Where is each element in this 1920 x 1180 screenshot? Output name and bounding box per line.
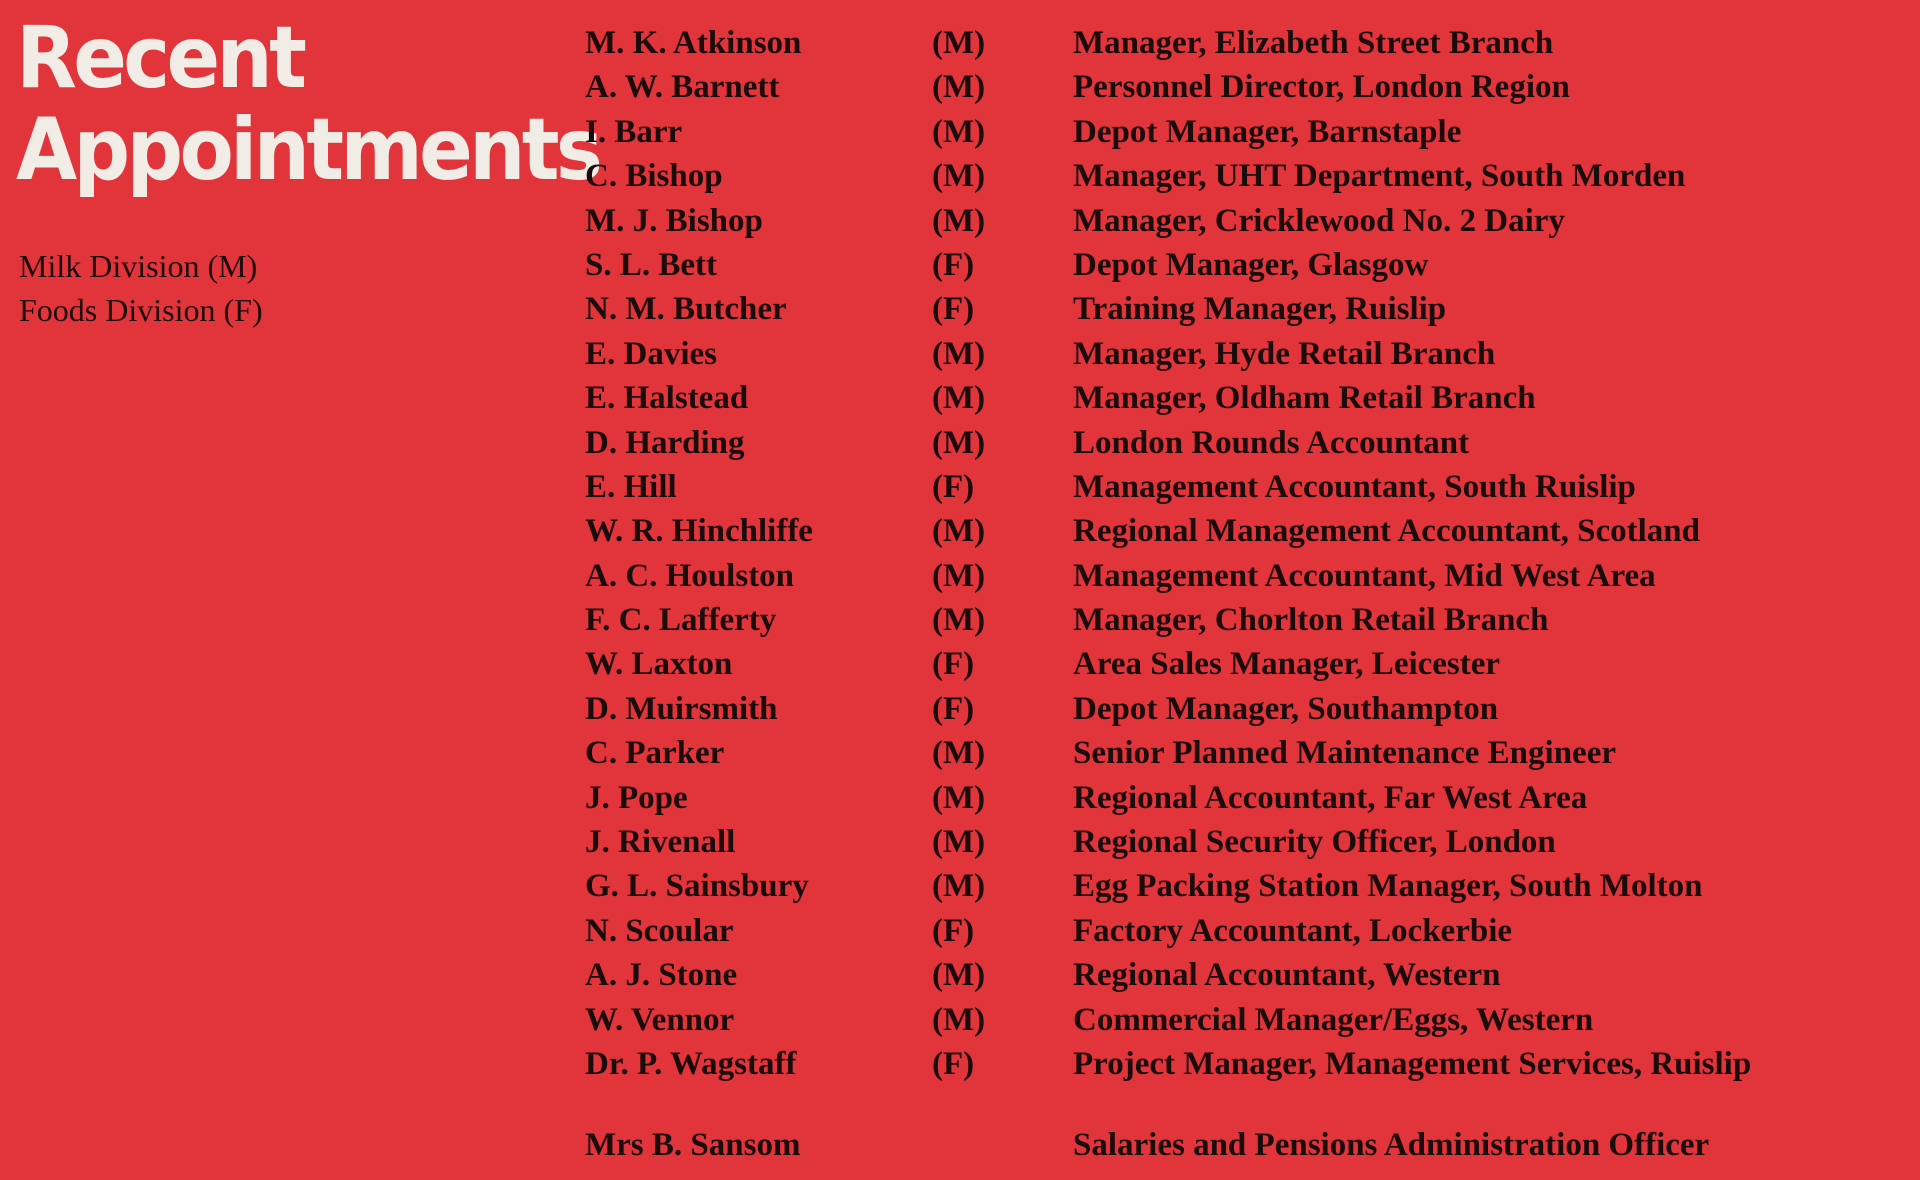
appointment-row <box>0 287 1920 331</box>
division-code: (M) <box>932 513 986 550</box>
appointee-name: A. W. Barnett <box>585 69 780 106</box>
title-line-2: Appointments <box>16 100 600 200</box>
division-code: (M) <box>932 557 986 594</box>
appointment-row <box>0 820 1920 864</box>
division-code: (M) <box>932 69 986 106</box>
position-title: Manager, Cricklewood No. 2 Dairy <box>1073 202 1565 239</box>
position-title: Training Manager, Ruislip <box>1073 291 1447 328</box>
appointment-row <box>0 776 1920 820</box>
appointee-name: N. Scoular <box>585 912 734 949</box>
appointment-row <box>0 1042 1920 1086</box>
appointee-name: N. M. Butcher <box>585 291 787 328</box>
division-code: (F) <box>932 291 975 328</box>
appointment-row <box>0 21 1920 65</box>
appointment-row <box>0 509 1920 553</box>
appointment-row <box>0 110 1920 154</box>
appointee-name: M. K. Atkinson <box>585 25 802 61</box>
position-title: Commercial Manager/Eggs, Western <box>1073 1001 1594 1038</box>
appointment-row <box>0 465 1920 509</box>
position-title: Manager, UHT Department, South Morden <box>1073 158 1686 195</box>
appointment-row <box>0 243 1920 287</box>
appointee-name: S. L. Bett <box>585 246 717 283</box>
position-title: Manager, Oldham Retail Branch <box>1073 380 1536 417</box>
division-code: (M) <box>932 868 986 905</box>
appointee-name: F. C. Lafferty <box>585 602 777 639</box>
appointment-row <box>0 864 1920 908</box>
position-title: Management Accountant, Mid West Area <box>1073 557 1656 594</box>
appointment-row-extra <box>0 1123 1920 1167</box>
division-code: (M) <box>932 602 986 639</box>
position-title: Depot Manager, Barnstaple <box>1073 113 1462 150</box>
position-title: Project Manager, Management Services, Ruislip <box>1073 1045 1752 1082</box>
division-code: (M) <box>932 335 986 372</box>
appointee-name: W. Vennor <box>585 1001 735 1038</box>
position-title: Factory Accountant, Lockerbie <box>1073 912 1513 949</box>
position-title: Area Sales Manager, Leicester <box>1073 646 1501 683</box>
appointee-name: E. Hill <box>585 468 677 505</box>
appointee-name: C. Parker <box>585 735 725 772</box>
appointee-name: D. Harding <box>585 424 745 461</box>
division-code: (M) <box>932 1001 986 1038</box>
division-code: (M) <box>932 824 986 861</box>
appointment-row <box>0 199 1920 243</box>
appointee-name: W. Laxton <box>585 646 733 683</box>
position-title: Manager, Chorlton Retail Branch <box>1073 602 1549 639</box>
appointment-row <box>0 332 1920 376</box>
appointment-row <box>0 554 1920 598</box>
appointee-name: M. J. Bishop <box>585 202 763 239</box>
appointee-name: Mrs B. Sansom <box>585 1127 801 1164</box>
appointment-row <box>0 421 1920 465</box>
title-line-1: Recent <box>16 8 304 108</box>
division-code: (M) <box>932 113 986 150</box>
appointment-row <box>0 731 1920 775</box>
appointee-name: A. C. Houlston <box>585 557 795 594</box>
position-title: London Rounds Accountant <box>1073 424 1470 461</box>
position-title: Senior Planned Maintenance Engineer <box>1073 735 1616 772</box>
appointee-name: A. J. Stone <box>585 957 738 994</box>
position-title: Regional Accountant, Far West Area <box>1073 779 1588 816</box>
appointment-row <box>0 953 1920 997</box>
division-code: (M) <box>932 957 986 994</box>
position-title: Depot Manager, Southampton <box>1073 690 1499 727</box>
appointee-name: D. Muirsmith <box>585 690 778 727</box>
position-title: Egg Packing Station Manager, South Molton <box>1073 868 1703 905</box>
appointee-name: E. Halstead <box>585 380 749 417</box>
legend-milk-division: Milk Division (M) <box>19 248 258 284</box>
position-title: Depot Manager, Glasgow <box>1073 246 1429 283</box>
appointee-name: Dr. P. Wagstaff <box>585 1045 797 1082</box>
position-title: Manager, Elizabeth Street Branch <box>1073 25 1554 61</box>
position-title: Personnel Director, London Region <box>1073 69 1570 106</box>
appointment-row <box>0 65 1920 109</box>
appointee-name: I. Barr <box>585 113 683 150</box>
division-code: (F) <box>932 246 975 283</box>
appointments-list <box>0 21 1920 1168</box>
division-code: (M) <box>932 779 986 816</box>
division-code: (M) <box>932 735 986 772</box>
legend-foods-division: Foods Division (F) <box>19 292 263 328</box>
division-code: (F) <box>932 1045 975 1082</box>
division-code: (F) <box>932 690 975 727</box>
appointee-name: G. L. Sainsbury <box>585 868 809 905</box>
appointment-row <box>0 376 1920 420</box>
division-code: (M) <box>932 158 986 195</box>
appointment-row <box>0 909 1920 953</box>
position-title: Management Accountant, South Ruislip <box>1073 468 1636 505</box>
appointment-row <box>0 642 1920 686</box>
division-code: (M) <box>932 202 986 239</box>
position-title: Manager, Hyde Retail Branch <box>1073 335 1496 372</box>
position-title: Regional Security Officer, London <box>1073 824 1556 861</box>
division-code: (F) <box>932 468 975 505</box>
appointee-name: W. R. Hinchliffe <box>585 513 813 550</box>
division-code: (M) <box>932 424 986 461</box>
position-title: Regional Accountant, Western <box>1073 957 1501 994</box>
position-title: Regional Management Accountant, Scotland <box>1073 513 1700 550</box>
division-code: (F) <box>932 646 975 683</box>
appointment-row <box>0 998 1920 1042</box>
appointment-row <box>0 687 1920 731</box>
division-code: (F) <box>932 912 975 949</box>
division-code: (M) <box>932 25 986 61</box>
appointment-row <box>0 598 1920 642</box>
appointee-name: J. Pope <box>585 779 688 816</box>
appointee-name: C. Bishop <box>585 158 723 195</box>
position-title: Salaries and Pensions Administration Officer <box>1073 1127 1710 1164</box>
appointee-name: J. Rivenall <box>585 824 736 861</box>
appointee-name: E. Davies <box>585 335 717 372</box>
appointment-row <box>0 154 1920 198</box>
division-code: (M) <box>932 380 986 417</box>
